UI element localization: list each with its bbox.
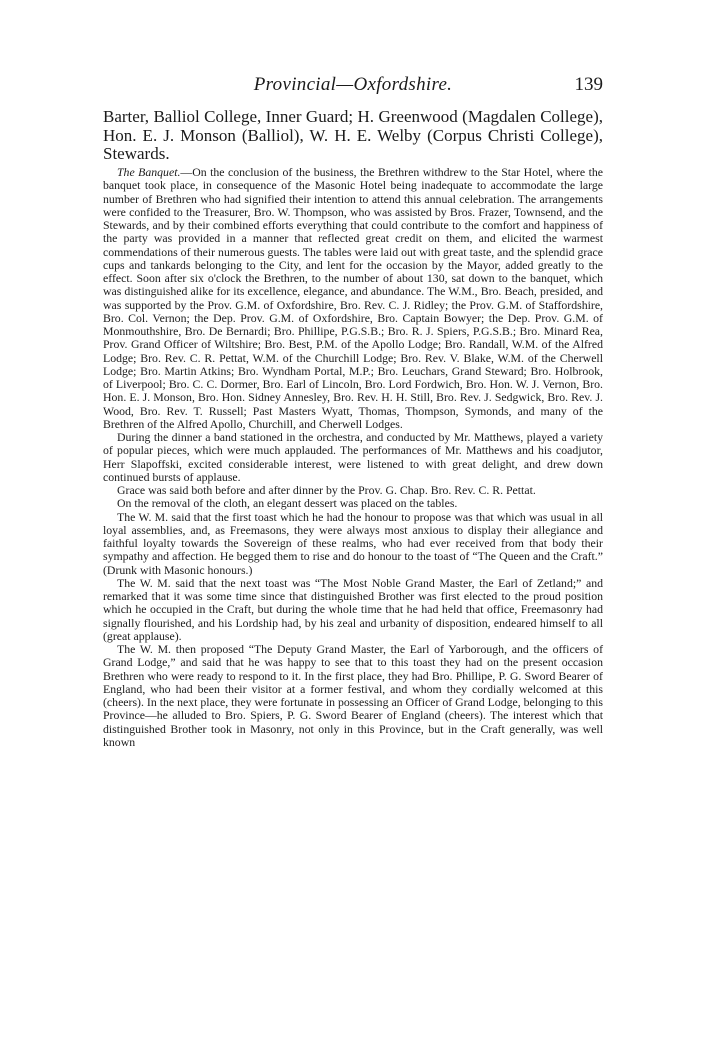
page-header xyxy=(103,74,603,98)
paragraph-toast-grand-master: The W. M. said that the next toast was “The Most Noble Grand Master, the Earl of Zetland;” and remarked that it was some time since that distinguished Brother was first elected to the proud position which he occupied in the Craft, but during the whole time that he had held that office, Freemasonry had signally flourished, and his Lordship had, by his zeal and urbanity of disposition, endeared himself to all (great applause). xyxy=(103,575,603,643)
paragraph-dessert: On the removal of the cloth, an elegant dessert was placed on the tables. xyxy=(117,496,458,511)
paragraph-banquet xyxy=(103,166,603,431)
lead-paragraph: Barter, Balliol College, Inner Guard; H. Greenwood (Magdalen College), Hon. E. J. Monson (Balliol), W. H. E. Welby (Corpus Christi College), Stewards. xyxy=(103,107,603,164)
paragraph-toast-deputy-grand-master: The W. M. then proposed “The Deputy Grand Master, the Earl of Yarborough, and the officers of Grand Lodge,” and said that he was happy to see that to this toast they had on the present occasion Brethren who were ready to respond to it. In the first place, they had Bro. Phillipe, P. G. Sword Bearer of England, who had been their visitor at a former festival, and whom they cordially welcomed at this (cheers). In the next place, they were fortunate in possessing an Officer of Grand Lodge, belonging to this Province—he alluded to Bro. Spiers, P. G. Sword Bearer of England (cheers). The interest which that distinguished Brother took in Masonry, not only in this Province, but in the Craft generally, was well known xyxy=(103,642,603,749)
paragraph-toast-queen: The W. M. said that the first toast which he had the honour to propose was that which was usual in all loyal assemblies, and, as Freemasons, they were always most anxious to display their allegiance and faithful loyalty towards the Sovereign of these realms, who had ever received from that body their sympathy and affection. He begged them to rise and do honour to the toast of “The Queen and the Craft.” (Drunk with Masonic honours.) xyxy=(103,509,603,577)
paragraph-text: —On the conclusion of the business, the Brethren withdrew to the Star Hotel, where the banquet took place, in consequence of the Masonic Hotel being inadequate to accommodate the large number of Brethren who had signified their intention to attend this annual celebration. The arrangements were confided to the Treasurer, Bro. W. Thompson, who was assisted by Bros. Frazer, Townsend, and the Stewards, and by their combined efforts everything that could contribute to the comfort and happiness of the party was provided in a manner that reflected great credit on them, and elicited the warmest commendations of their numerous guests. The tables were laid out with great taste, and the splendid grace cups and tankards belonging to the City, and lent for the occasion by the Mayor, added greatly to the effect. Soon after six o'clock the Brethren, to the number of about 130, sat down to the banquet, which was distinguished alike for its excellence, elegance, and abundance. The W.M., Bro. Beach, presided, and was supported by the Prov. G.M. of Oxfordshire, Bro. Rev. C. J. Ridley; the Prov. G.M. of Staffordshire, Bro. Col. Vernon; the Dep. Prov. G.M. of Oxfordshire, Bro. Captain Bowyer; the Dep. Prov. G.M. of Monmouthshire, Bro. De Bernardi; Bro. Phillipe, P.G.S.B.; Bro. R. J. Spiers, P.G.S.B.; Bro. Minard Rea, Prov. Grand Officer of Wiltshire; Bro. Best, P.M. of the Apollo Lodge; Bro. Randall, W.M. of the Alfred Lodge; Bro. Rev. C. R. Pettat, W.M. of the Churchill Lodge; Bro. Rev. V. Blake, W.M. of the Cherwell Lodge; Bro. Martin Atkins; Bro. Wyndham Portal, M.P.; Bro. Leuchars, Grand Steward; Bro. Holbrook, of Liverpool; Bro. C. C. Dormer, Bro. Earl of Lincoln, Bro. Lord Fordwich, Bro. Hon. W. J. Vernon, Bro. Hon. E. J. Monson, Bro. Hon. Sidney Annesley, Bro. Rev. H. H. Still, Bro. Rev. J. Sedgwick, Bro. Rev. J. Wood, Bro. Rev. T. Russell; Past Masters Wyatt, Thomas, Thompson, Symonds, and many of the Brethren of the Alfred Apollo, Churchill, and Cherwell Lodges. xyxy=(103,165,603,431)
paragraph-runin-heading: The Banquet. xyxy=(117,165,181,179)
running-head: Provincial—Oxfordshire. xyxy=(253,74,453,95)
paragraph-grace: Grace was said both before and after dinner by the Prov. G. Chap. Bro. Rev. C. R. Pettat. xyxy=(117,483,536,497)
page-number: 139 xyxy=(574,74,603,95)
article-body xyxy=(103,166,603,749)
paragraph-dinner-music: During the dinner a band stationed in the orchestra, and conducted by Mr. Matthews, played a variety of popular pieces, which were much applauded. The performances of Mr. Matthews and his coadjutor, Herr Slapoffski, excited considerable interest, were listened to with great delight, and drew down continued bursts of applause. xyxy=(103,430,603,484)
